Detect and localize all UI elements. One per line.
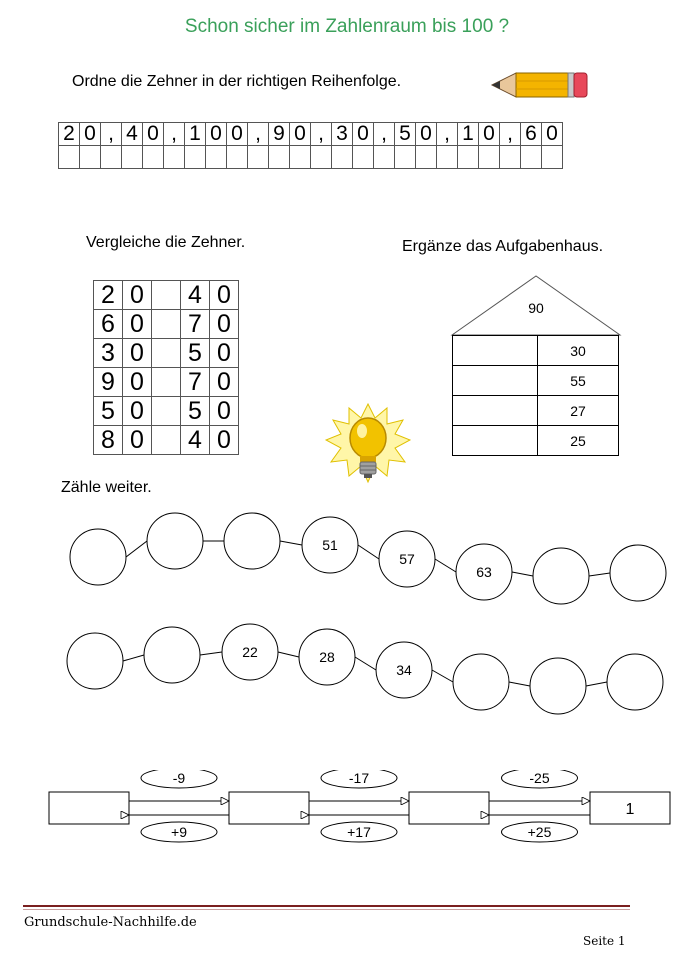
compare-grid xyxy=(93,280,239,455)
house-row xyxy=(453,396,619,426)
sequence-answer-row xyxy=(59,146,563,169)
sequence-cell: , xyxy=(311,123,332,146)
sequence-answer-cell[interactable] xyxy=(311,146,332,169)
sequence-cell: 0 xyxy=(416,123,437,146)
sequence-answer-cell[interactable] xyxy=(521,146,542,169)
operator-box[interactable] xyxy=(229,792,309,824)
page-number: Seite 1 xyxy=(583,934,626,948)
sequence-answer-cell[interactable] xyxy=(437,146,458,169)
sequence-cell: , xyxy=(248,123,269,146)
chain-number: 63 xyxy=(476,564,492,580)
operator-box[interactable] xyxy=(49,792,129,824)
sequence-answer-cell[interactable] xyxy=(353,146,374,169)
sequence-cell: 0 xyxy=(290,123,311,146)
operator-box[interactable] xyxy=(409,792,489,824)
chain-number: 51 xyxy=(322,537,338,553)
sequence-answer-cell[interactable] xyxy=(143,146,164,169)
chain-connector xyxy=(589,573,610,576)
task4-instruction: Zähle weiter. xyxy=(61,479,152,496)
sequence-cell: 0 xyxy=(227,123,248,146)
operator-text: -17 xyxy=(348,770,370,786)
chain-circle[interactable] xyxy=(453,654,509,710)
compare-right-digit: 0 xyxy=(210,339,239,368)
house-left-cell[interactable] xyxy=(453,336,538,366)
house-roof-value: 90 xyxy=(528,300,544,316)
operator-text: +25 xyxy=(527,824,552,840)
chain-connector xyxy=(512,572,533,576)
chain-number: 57 xyxy=(399,551,415,567)
chain-connector xyxy=(435,559,456,572)
compare-sign-cell[interactable] xyxy=(152,426,181,455)
sequence-cell: 0 xyxy=(479,123,500,146)
compare-sign-cell[interactable] xyxy=(152,397,181,426)
chain-circle[interactable] xyxy=(144,627,200,683)
task2-instruction: Vergleiche die Zehner. xyxy=(86,234,246,251)
chain-circle[interactable] xyxy=(67,633,123,689)
house-right-cell: 55 xyxy=(538,366,619,396)
sequence-answer-cell[interactable] xyxy=(185,146,206,169)
compare-left-digit: 8 xyxy=(94,426,123,455)
sequence-cell: 0 xyxy=(206,123,227,146)
compare-left-digit: 0 xyxy=(123,426,152,455)
sequence-answer-cell[interactable] xyxy=(500,146,521,169)
operator-text: -9 xyxy=(172,770,186,786)
sequence-answer-cell[interactable] xyxy=(227,146,248,169)
task3-instruction: Ergänze das Aufgabenhaus. xyxy=(402,238,604,255)
chain-circle[interactable] xyxy=(70,529,126,585)
sequence-cell: 5 xyxy=(395,123,416,146)
counting-chain-2 xyxy=(67,624,663,714)
compare-right-digit: 7 xyxy=(181,368,210,397)
compare-right-digit: 5 xyxy=(181,397,210,426)
sequence-answer-cell[interactable] xyxy=(164,146,185,169)
sequence-cell: 0 xyxy=(542,123,563,146)
sequence-answer-cell[interactable] xyxy=(290,146,311,169)
footer-site: Grundschule-Nachhilfe.de xyxy=(24,915,197,930)
compare-left-digit: 2 xyxy=(94,281,123,310)
sequence-cell: , xyxy=(500,123,521,146)
sequence-cell: 6 xyxy=(521,123,542,146)
chain-connector xyxy=(126,541,147,557)
compare-left-digit: 9 xyxy=(94,368,123,397)
compare-left-digit: 0 xyxy=(123,368,152,397)
sequence-number-row xyxy=(59,123,563,146)
chain-circle[interactable] xyxy=(224,513,280,569)
chain-connector xyxy=(123,655,144,661)
house-right-cell: 30 xyxy=(538,336,619,366)
sequence-grid xyxy=(58,122,563,169)
sequence-answer-cell[interactable] xyxy=(332,146,353,169)
compare-right-digit: 0 xyxy=(210,368,239,397)
sequence-cell: 3 xyxy=(332,123,353,146)
house-left-cell[interactable] xyxy=(453,366,538,396)
sequence-answer-cell[interactable] xyxy=(269,146,290,169)
sequence-cell: 9 xyxy=(269,123,290,146)
compare-sign-cell[interactable] xyxy=(152,281,181,310)
sequence-answer-cell[interactable] xyxy=(458,146,479,169)
sequence-answer-cell[interactable] xyxy=(542,146,563,169)
compare-right-digit: 5 xyxy=(181,339,210,368)
chain-connector xyxy=(200,652,222,655)
chain-circle[interactable] xyxy=(610,545,666,601)
compare-right-digit: 4 xyxy=(181,426,210,455)
compare-left-digit: 5 xyxy=(94,397,123,426)
compare-right-digit: 0 xyxy=(210,310,239,339)
compare-left-digit: 0 xyxy=(123,310,152,339)
chain-connector xyxy=(280,541,302,545)
task1-instruction: Ordne die Zehner in der richtigen Reihenfolge. xyxy=(72,73,402,90)
chain-number: 28 xyxy=(319,649,335,665)
house-row xyxy=(453,426,619,456)
compare-right-digit: 0 xyxy=(210,397,239,426)
footer-line-thin xyxy=(23,909,630,910)
compare-right-digit: 0 xyxy=(210,426,239,455)
compare-right-digit: 7 xyxy=(181,310,210,339)
sequence-cell: , xyxy=(164,123,185,146)
sequence-cell: 1 xyxy=(458,123,479,146)
compare-row xyxy=(94,426,239,455)
sequence-answer-cell[interactable] xyxy=(374,146,395,169)
compare-left-digit: 0 xyxy=(123,339,152,368)
sequence-answer-cell[interactable] xyxy=(395,146,416,169)
compare-row xyxy=(94,368,239,397)
chain-circle[interactable] xyxy=(533,548,589,604)
chain-number: 22 xyxy=(242,644,258,660)
chain-connector xyxy=(509,682,530,686)
house-right-cell: 27 xyxy=(538,396,619,426)
chain-number: 34 xyxy=(396,662,412,678)
sequence-answer-cell[interactable] xyxy=(479,146,500,169)
sequence-cell: , xyxy=(374,123,395,146)
compare-row xyxy=(94,339,239,368)
sequence-answer-cell[interactable] xyxy=(59,146,80,169)
sequence-answer-cell[interactable] xyxy=(80,146,101,169)
counting-chains xyxy=(0,500,694,730)
house-left-cell[interactable] xyxy=(453,396,538,426)
operator-chain xyxy=(0,770,694,850)
pencil-icon xyxy=(490,69,590,101)
compare-sign-cell[interactable] xyxy=(152,310,181,339)
sequence-cell: 2 xyxy=(59,123,80,146)
chain-connector xyxy=(586,682,607,686)
chain-circle[interactable] xyxy=(530,658,586,714)
chain-connector xyxy=(278,652,299,657)
compare-right-digit: 4 xyxy=(181,281,210,310)
page-title: Schon sicher im Zahlenraum bis 100 ? xyxy=(184,16,510,37)
house-row xyxy=(453,366,619,396)
footer-line xyxy=(23,905,630,907)
sequence-answer-cell[interactable] xyxy=(248,146,269,169)
sequence-answer-cell[interactable] xyxy=(206,146,227,169)
operator-text: -25 xyxy=(529,770,550,786)
sequence-cell: 0 xyxy=(143,123,164,146)
sequence-cell: 4 xyxy=(122,123,143,146)
house-table xyxy=(452,335,619,456)
compare-sign-cell[interactable] xyxy=(152,339,181,368)
compare-row xyxy=(94,397,239,426)
operator-text: +9 xyxy=(171,824,187,840)
chain-circle[interactable] xyxy=(607,654,663,710)
compare-sign-cell[interactable] xyxy=(152,368,181,397)
light-bulb-icon xyxy=(325,402,411,496)
compare-left-digit: 0 xyxy=(123,397,152,426)
compare-right-digit: 0 xyxy=(210,281,239,310)
compare-row xyxy=(94,310,239,339)
compare-left-digit: 0 xyxy=(123,281,152,310)
sequence-answer-cell[interactable] xyxy=(122,146,143,169)
chain-circle[interactable] xyxy=(147,513,203,569)
compare-row xyxy=(94,281,239,310)
house-right-cell: 25 xyxy=(538,426,619,456)
house-row xyxy=(453,336,619,366)
counting-chain-1 xyxy=(70,513,666,604)
sequence-cell: 0 xyxy=(80,123,101,146)
operator-text: +17 xyxy=(347,824,371,840)
compare-left-digit: 6 xyxy=(94,310,123,339)
chain-connector xyxy=(432,670,453,682)
house-left-cell[interactable] xyxy=(453,426,538,456)
sequence-cell: , xyxy=(437,123,458,146)
operator-box-value: 1 xyxy=(625,801,635,818)
sequence-answer-cell[interactable] xyxy=(101,146,122,169)
sequence-cell: 1 xyxy=(185,123,206,146)
compare-left-digit: 3 xyxy=(94,339,123,368)
chain-connector xyxy=(355,657,376,670)
sequence-cell: , xyxy=(101,123,122,146)
chain-connector xyxy=(358,545,379,559)
sequence-answer-cell[interactable] xyxy=(416,146,437,169)
sequence-cell: 0 xyxy=(353,123,374,146)
